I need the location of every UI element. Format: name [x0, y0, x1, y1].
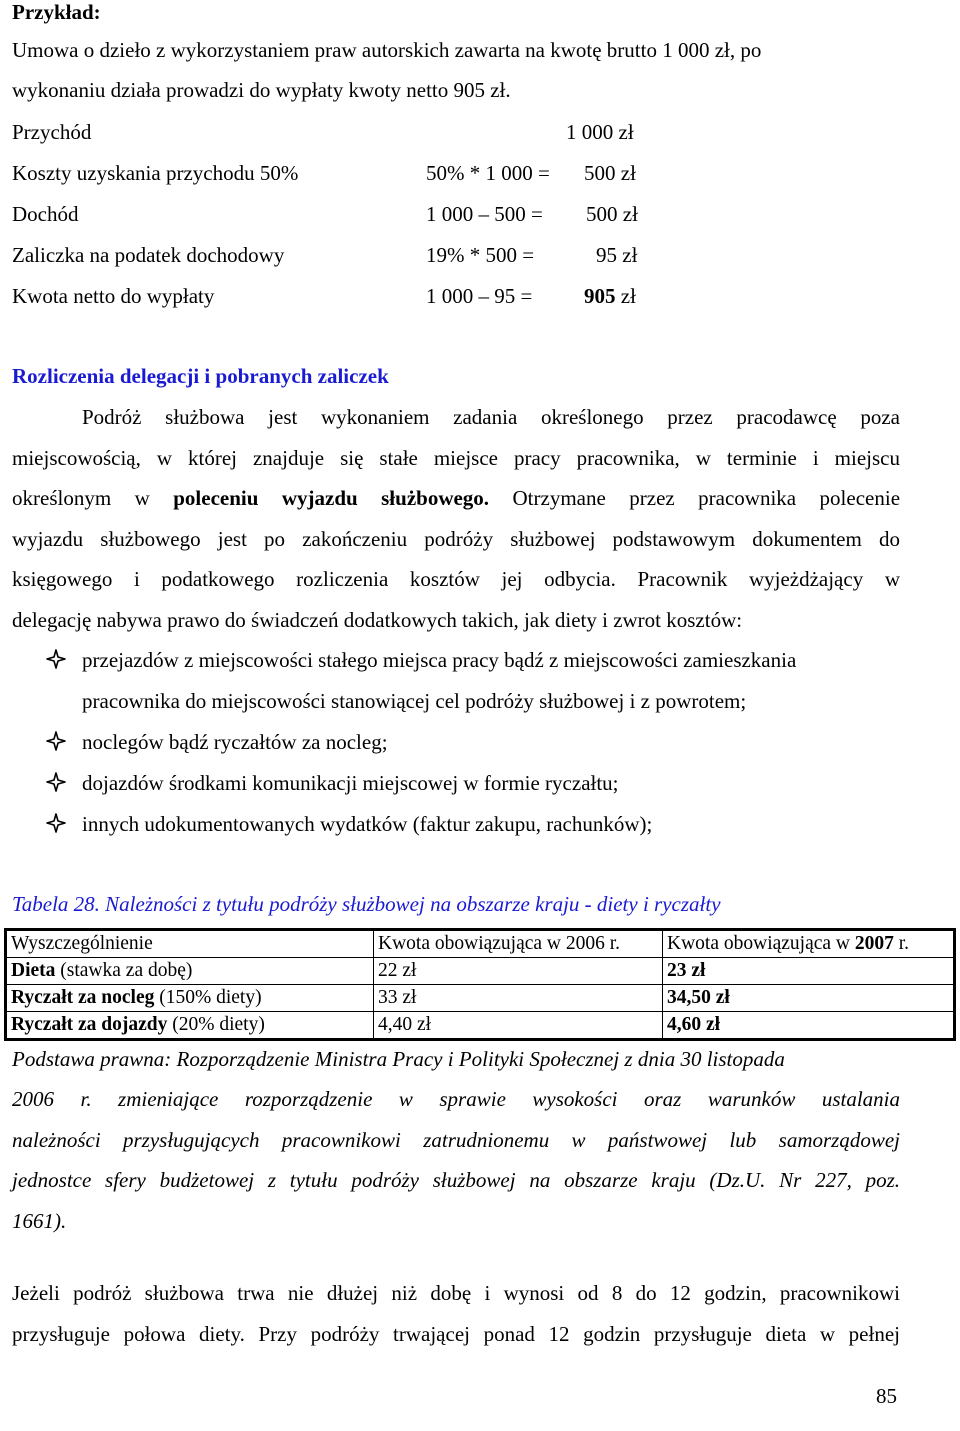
calc-amount-costs: 500 zł	[584, 161, 636, 185]
legal-basis-line: 1661).	[12, 1209, 67, 1233]
table-cell-2006: 22 zł	[374, 958, 663, 985]
four-petal-diamond-icon	[46, 813, 66, 833]
four-petal-diamond-icon	[46, 772, 66, 792]
example-intro-line: wykonaniu działa prowadzi do wypłaty kwoty netto 905 zł.	[12, 78, 511, 102]
table-cell-2007: 4,60 zł	[663, 1012, 954, 1039]
paragraph-line: przysługuje połowa diety. Przy podróży trwającej ponad 12 godzin przysługuje dieta w pełnej	[12, 1322, 900, 1346]
header-text: Kwota obowiązująca w	[667, 933, 855, 954]
calc-label-costs: Koszty uzyskania przychodu 50%	[12, 161, 299, 185]
calc-formula-tax: 19% * 500 =	[426, 243, 535, 267]
list-item-continuation: pracownika do miejscowości stanowiącej cel podróży służbowej i z powrotem;	[82, 689, 747, 713]
calc-label-income: Dochód	[12, 202, 79, 226]
paragraph-line	[12, 486, 900, 511]
paragraph-line: delegację nabywa prawo do świadczeń dodatkowych takich, jak diety i zwrot kosztów:	[12, 608, 743, 632]
section-heading: Rozliczenia delegacji i pobranych zaliczek	[12, 364, 389, 388]
table-header-row	[7, 931, 954, 958]
row-name-bold: Dieta	[11, 960, 56, 981]
table-cell-2006: 4,40 zł	[374, 1012, 663, 1039]
legal-basis-line: Podstawa prawna: Rozporządzenie Ministra Pracy i Polityki Społecznej z dnia 30 listopada	[12, 1047, 785, 1071]
calc-amount-tax: 95 zł	[596, 243, 638, 267]
paragraph-line: Podróż służbowa jest wykonaniem zadania określonego przez pracodawcę poza	[82, 405, 900, 429]
four-petal-diamond-icon	[46, 731, 66, 751]
table-row	[7, 985, 954, 1012]
calc-formula-costs: 50% * 1 000 =	[426, 161, 550, 185]
four-petal-diamond-icon	[46, 649, 66, 669]
table-cell-name	[7, 1012, 374, 1039]
calc-amount-net-value: 905	[584, 284, 616, 308]
list-item: noclegów bądź ryczałtów za nocleg;	[82, 730, 388, 754]
calc-amount-net-unit: zł	[620, 284, 636, 308]
table-cell-2007: 23 zł	[663, 958, 954, 985]
allowances-table	[6, 930, 954, 1039]
paragraph-text: Otrzymane przez pracownika polecenie	[512, 486, 901, 510]
table-cell-2007: 34,50 zł	[663, 985, 954, 1012]
paragraph-line: wyjazdu służbowego jest po zakończeniu podróży służbowej podstawowym dokumentem do	[12, 527, 900, 551]
table-cell-2006: 33 zł	[374, 985, 663, 1012]
calc-label-net: Kwota netto do wypłaty	[12, 284, 215, 308]
paragraph-text: określonym w	[12, 486, 150, 510]
table-header-cell	[663, 931, 954, 958]
row-name-rest: (stawka za dobę)	[55, 960, 193, 981]
legal-basis-line: jednostce sfery budżetowej z tytułu podróży służbowej na obszarze kraju (Dz.U. Nr 227, poz.	[12, 1168, 900, 1192]
table-row	[7, 958, 954, 985]
row-name-rest: (20% diety)	[167, 1014, 265, 1035]
table-caption: Tabela 28. Należności z tytułu podróży służbowej na obszarze kraju - diety i ryczałty	[12, 892, 721, 916]
legal-basis-line: należności przysługujących pracownikowi zatrudnionemu w państwowej lub samorządowej	[12, 1128, 900, 1152]
row-name-rest: (150% diety)	[154, 987, 262, 1008]
calc-formula-income: 1 000 – 500 =	[426, 202, 543, 226]
paragraph-line: miejscowością, w której znajduje się stałe miejsce pracy pracownika, w terminie i miejscu	[12, 446, 900, 470]
example-intro-line: Umowa o dzieło z wykorzystaniem praw autorskich zawarta na kwotę brutto 1 000 zł, po	[12, 38, 762, 62]
paragraph-line: Jeżeli podróż służbowa trwa nie dłużej niż dobę i wynosi od 8 do 12 godzin, pracownikowi	[12, 1281, 900, 1305]
row-name-bold: Ryczałt za nocleg	[11, 987, 155, 1008]
paragraph-bold-term: poleceniu wyjazdu służbowego.	[173, 486, 490, 510]
table-header-cell: Kwota obowiązująca w 2006 r.	[374, 931, 663, 958]
calc-amount-net	[584, 284, 636, 309]
calc-label-tax: Zaliczka na podatek dochodowy	[12, 243, 285, 267]
paragraph-line: księgowego i podatkowego rozliczenia kosztów jej odbycia. Pracownik wyjeżdżający w	[12, 567, 900, 591]
table-cell-name	[7, 958, 374, 985]
page-number: 85	[876, 1384, 897, 1408]
calc-amount-revenue: 1 000 zł	[566, 120, 634, 144]
list-item: przejazdów z miejscowości stałego miejsca pracy bądź z miejscowości zamieszkania	[82, 648, 797, 672]
list-item: dojazdów środkami komunikacji miejscowej w formie ryczałtu;	[82, 771, 619, 795]
table-row	[7, 1012, 954, 1039]
row-name-bold: Ryczałt za dojazdy	[11, 1014, 168, 1035]
header-year: 2007	[854, 933, 894, 954]
calc-formula-net: 1 000 – 95 =	[426, 284, 533, 308]
list-item: innych udokumentowanych wydatków (faktur zakupu, rachunków);	[82, 812, 653, 836]
table-header-cell: Wyszczególnienie	[7, 931, 374, 958]
table-cell-name	[7, 985, 374, 1012]
header-text: r.	[893, 933, 910, 954]
calc-amount-income: 500 zł	[586, 202, 638, 226]
legal-basis-line: 2006 r. zmieniające rozporządzenie w sprawie wysokości oraz warunków ustalania	[12, 1087, 900, 1111]
example-heading: Przykład:	[12, 0, 101, 24]
calc-label-revenue: Przychód	[12, 120, 92, 144]
